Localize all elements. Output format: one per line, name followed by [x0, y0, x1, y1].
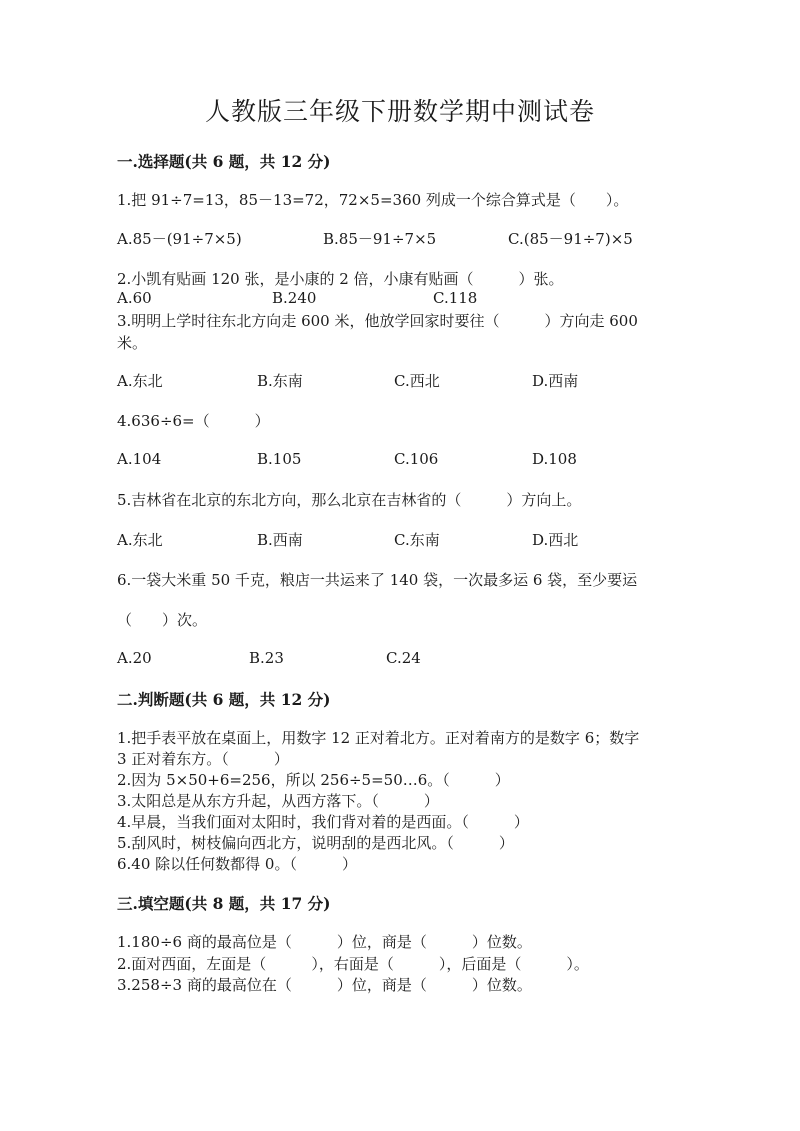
option-a: A.东北 — [117, 531, 163, 549]
section-heading-judgment: 二.判断题(共 6 题，共 12 分) — [117, 690, 331, 709]
option-d: D.西南 — [532, 372, 579, 390]
option-c: C.西北 — [394, 372, 440, 390]
question-text: 1.把 91÷7=13，85－13=72，72×5=360 列成一个综合算式是（ ）。 — [117, 191, 629, 209]
option-b: B.西南 — [257, 531, 303, 549]
question-text: 1.把手表平放在桌面上，用数字 12 正对着北方。正对着南方的是数字 6；数字 — [117, 729, 640, 747]
question-text: 3.258÷3 商的最高位在（ ）位，商是（ ）位数。 — [117, 976, 532, 994]
question-text: 4.早晨，当我们面对太阳时，我们背对着的是西面。（ ） — [117, 813, 529, 831]
section-heading-fill-in: 三.填空题(共 8 题，共 17 分) — [117, 894, 331, 913]
question-text: 4.636÷6=（ ） — [117, 412, 270, 430]
option-b: B.23 — [249, 649, 284, 667]
question-text: 6.一袋大米重 50 千克，粮店一共运来了 140 袋，一次最多运 6 袋，至少要运 — [117, 571, 638, 589]
option-a: A.20 — [117, 649, 152, 667]
question-text: 3.明明上学时往东北方向走 600 米，他放学回家时要往（ ）方向走 600 — [117, 312, 638, 330]
option-a: A.85－(91÷7×5) — [117, 230, 242, 248]
section-heading-choice: 一.选择题(共 6 题，共 12 分) — [117, 152, 331, 171]
question-text: 3.太阳总是从东方升起，从西方落下。（ ） — [117, 792, 439, 810]
question-text-continued: 3 正对着东方。（ ） — [117, 750, 289, 768]
option-c: C.24 — [386, 649, 421, 667]
option-b: B.105 — [257, 450, 302, 468]
question-text-continued: （ ）次。 — [117, 611, 208, 629]
question-text: 2.面对西面，左面是（ ），右面是（ ），后面是（ ）。 — [117, 955, 589, 973]
option-d: D.108 — [532, 450, 577, 468]
question-text: 5.吉林省在北京的东北方向，那么北京在吉林省的（ ）方向上。 — [117, 491, 582, 509]
option-c: C.东南 — [394, 531, 440, 549]
option-d: D.西北 — [532, 531, 579, 549]
option-b: B.85－91÷7×5 — [323, 230, 437, 248]
question-text: 1.180÷6 商的最高位是（ ）位，商是（ ）位数。 — [117, 933, 532, 951]
option-b: B.240 — [272, 289, 317, 307]
option-c: C.118 — [433, 289, 478, 307]
question-text: 2.小凯有贴画 120 张，是小康的 2 倍，小康有贴画（ ）张。 — [117, 270, 564, 288]
question-text: 6.40 除以任何数都得 0。（ ） — [117, 855, 357, 873]
question-text: 5.刮风时，树枝偏向西北方，说明刮的是西北风。（ ） — [117, 834, 514, 852]
option-c: C.106 — [394, 450, 439, 468]
option-a: A.东北 — [117, 372, 163, 390]
option-c: C.(85－91÷7)×5 — [508, 230, 633, 248]
page-title: 人教版三年级下册数学期中测试卷 — [204, 97, 595, 126]
option-a: A.104 — [117, 450, 162, 468]
option-b: B.东南 — [257, 372, 303, 390]
question-text: 2.因为 5×50+6=256，所以 256÷5=50…6。（ ） — [117, 771, 510, 789]
option-a: A.60 — [117, 289, 152, 307]
question-text-continued: 米。 — [117, 334, 148, 352]
